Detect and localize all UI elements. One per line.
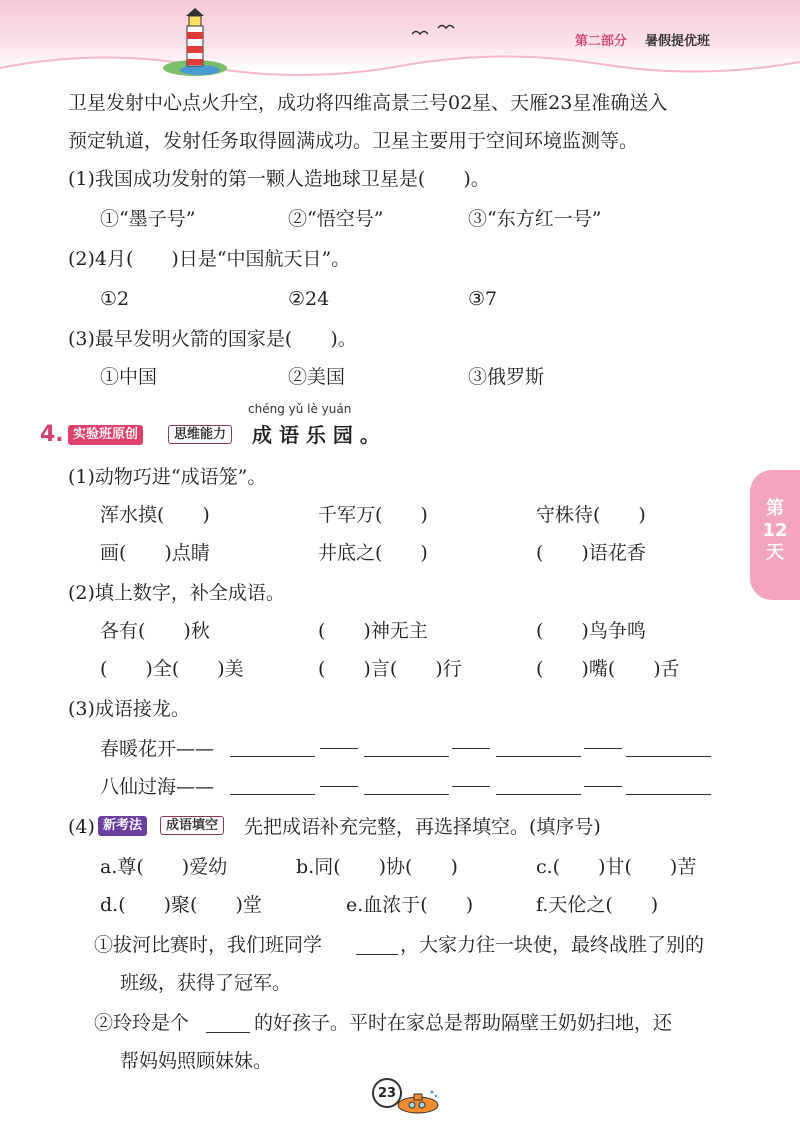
q4-part4-prefix: (4) <box>68 816 95 838</box>
idiom-cell: ( )神无主 <box>318 620 428 642</box>
idiom-cell: 井底之( ) <box>318 542 428 564</box>
answer-line[interactable] <box>496 756 581 757</box>
sentence-2-blank[interactable] <box>206 1032 250 1033</box>
birds-icon <box>408 20 458 40</box>
idiom-cell: 画( )点睛 <box>100 542 210 564</box>
new-method-tag: 新考法 <box>98 816 147 836</box>
q3-part3-option1: ①中国 <box>100 366 158 388</box>
answer-line[interactable] <box>230 756 315 757</box>
sentence-1-part-c: 班级，获得了冠军。 <box>120 972 292 994</box>
idiom-option: a.尊( )爱幼 <box>100 856 228 878</box>
page-number: 23 <box>372 1078 402 1108</box>
intro-line-1: 卫星发射中心点火升空，成功将四维高景三号02星、天雁23星准确送入 <box>68 92 668 114</box>
q3-part1-stem: (1)我国成功发射的第一颗人造地球卫星是( )。 <box>68 168 490 190</box>
q3-part3-stem: (3)最早发明火箭的国家是( )。 <box>68 328 357 350</box>
header-right <box>575 30 710 49</box>
q3-part1-option1: ①“墨子号” <box>100 208 196 230</box>
q4-part4-stem: 先把成语补充完整，再选择填空。(填序号) <box>244 816 601 838</box>
chain-dash <box>584 786 622 787</box>
q4-part3-stem: (3)成语接龙。 <box>68 698 190 720</box>
answer-line[interactable] <box>364 756 449 757</box>
idiom-fill-tag: 成语填空 <box>160 816 224 835</box>
idiom-cell: 千军万( ) <box>318 504 428 526</box>
sentence-1-blank[interactable] <box>356 954 398 955</box>
day-side-tab <box>750 470 800 600</box>
answer-line[interactable] <box>626 756 711 757</box>
q3-part2-option2: ②24 <box>288 288 330 310</box>
lighthouse-icon <box>160 6 230 76</box>
question-4-title: 成 语 乐 园 。 <box>252 423 380 447</box>
original-tag: 实验班原创 <box>68 425 143 445</box>
chain-start-1: 春暖花开—— <box>100 738 215 760</box>
answer-line[interactable] <box>230 794 315 795</box>
submarine-icon <box>390 1088 442 1114</box>
idiom-cell: ( )全( )美 <box>100 658 244 680</box>
header-wave <box>0 48 800 88</box>
answer-line[interactable] <box>364 794 449 795</box>
answer-line[interactable] <box>496 794 581 795</box>
q3-part1-option2: ②“悟空号” <box>288 208 384 230</box>
idiom-cell: ( )言( )行 <box>318 658 462 680</box>
q3-part3-option3: ③俄罗斯 <box>468 366 545 388</box>
q3-part2-option3: ③7 <box>468 288 498 310</box>
q4-part2-stem: (2)填上数字，补全成语。 <box>68 582 285 604</box>
question-4-number: 4. <box>40 422 64 447</box>
thinking-tag: 思维能力 <box>168 425 232 444</box>
idiom-cell: 各有( )秋 <box>100 620 210 642</box>
idiom-cell: ( )鸟争鸣 <box>536 620 646 642</box>
sentence-2-part-b: 的好孩子。平时在家总是帮助隔壁王奶奶扫地，还 <box>254 1012 673 1034</box>
sentence-2-part-c: 帮妈妈照顾妹妹。 <box>120 1050 273 1072</box>
side-tab-line2: 12 <box>762 520 788 541</box>
chain-start-2: 八仙过海—— <box>100 776 215 798</box>
side-tab-line3: 天 <box>766 542 784 563</box>
q3-part2-option1: ①2 <box>100 288 130 310</box>
idiom-cell: 守株待( ) <box>536 504 646 526</box>
idiom-cell: 浑水摸( ) <box>100 504 210 526</box>
idiom-option: f.天伦之( ) <box>536 894 659 916</box>
title-pinyin: chéng yǔ lè yuán <box>248 402 352 416</box>
side-tab-line1: 第 <box>766 498 784 519</box>
idiom-option: c.( )甘( )苦 <box>536 856 697 878</box>
answer-line[interactable] <box>626 794 711 795</box>
q3-part3-option2: ②美国 <box>288 366 346 388</box>
q3-part2-stem: (2)4月( )日是“中国航天日”。 <box>68 248 351 270</box>
idiom-option: e.血浓于( ) <box>346 894 474 916</box>
idiom-option: d.( )聚( )堂 <box>100 894 262 916</box>
sentence-2-part-a: ②玲玲是个 <box>94 1012 190 1034</box>
intro-line-2: 预定轨道，发射任务取得圆满成功。卫星主要用于空间环境监测等。 <box>68 130 639 152</box>
chain-dash <box>452 786 490 787</box>
idiom-cell: ( )语花香 <box>536 542 646 564</box>
chain-dash <box>320 748 358 749</box>
header-part: 第二部分 <box>574 34 627 49</box>
sentence-1-part-a: ①拔河比赛时，我们班同学 <box>94 934 323 956</box>
q3-part1-option3: ③“东方红一号” <box>468 208 602 230</box>
header-series: 暑假提优班 <box>644 34 710 49</box>
q4-part1-stem: (1)动物巧进“成语笼”。 <box>68 466 267 488</box>
sentence-1-part-b: ，大家力往一块使，最终战胜了别的 <box>400 934 705 956</box>
chain-dash <box>452 748 490 749</box>
chain-dash <box>320 786 358 787</box>
idiom-option: b.同( )协( ) <box>296 856 458 878</box>
idiom-cell: ( )嘴( )舌 <box>536 658 680 680</box>
chain-dash <box>584 748 622 749</box>
